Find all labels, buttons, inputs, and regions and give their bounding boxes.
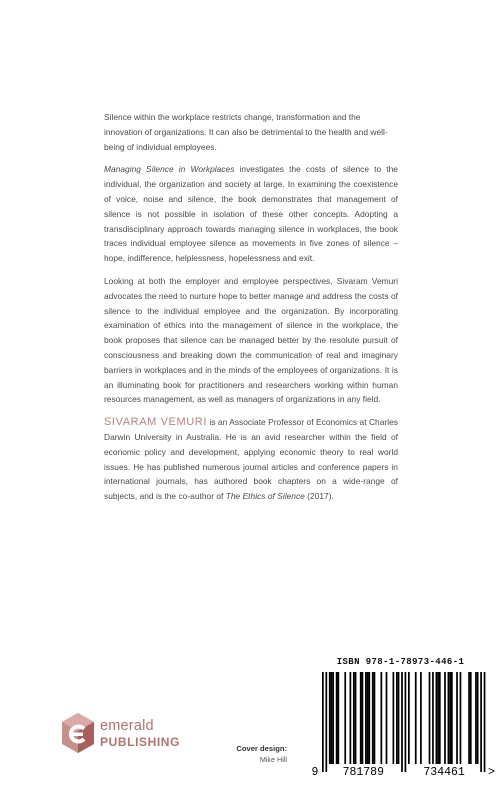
blurb-paragraph-1: Silence within the workplace restricts change, transformation and the innovation of organizations. It can also be detrimental to the health and well-being of individual employees. — [104, 112, 388, 152]
barcode-bar — [393, 672, 395, 764]
barcode-bar — [484, 672, 486, 772]
cover-design-label: Cover design: — [236, 744, 287, 753]
barcode-bar — [344, 672, 346, 764]
barcode-bar — [329, 672, 331, 764]
barcode-bars — [306, 670, 495, 787]
barcode-bar — [437, 672, 439, 764]
barcode-bar — [374, 672, 376, 764]
blurb — [104, 110, 398, 512]
barcode-bar — [337, 672, 339, 764]
barcode-bar — [429, 672, 431, 764]
barcode-bar — [365, 672, 367, 764]
barcode-bar — [368, 672, 370, 764]
isbn-text: ISBN 978-1-78973-446-1 — [336, 657, 465, 667]
barcode-bar — [322, 672, 324, 772]
barcode-bar — [331, 672, 333, 764]
barcode-bar — [475, 672, 477, 764]
barcode-bar — [405, 672, 407, 772]
author-bio — [104, 415, 398, 504]
barcode-bar — [355, 672, 357, 764]
barcode-bar — [460, 672, 462, 764]
barcode-bar — [401, 672, 403, 772]
coauthored-book-title: The Ethics of Silence — [225, 491, 305, 502]
barcode-bar — [415, 672, 417, 764]
barcode-bar — [362, 672, 364, 764]
isbn-barcode — [306, 657, 495, 787]
barcode-bar — [449, 672, 451, 764]
barcode-bar — [439, 672, 441, 764]
barcode-quiet-mark: > — [487, 766, 495, 779]
barcode-bar — [332, 672, 334, 764]
barcode-bar — [448, 672, 450, 764]
barcode-bar — [444, 672, 446, 764]
barcode-bar — [386, 672, 388, 764]
barcode-bar — [432, 672, 434, 764]
barcode-bar — [398, 672, 400, 764]
book-title-italic: Managing Silence in Workplaces — [104, 164, 235, 175]
barcode-bar — [451, 672, 453, 764]
barcode-bar — [372, 672, 374, 764]
barcode-bar — [480, 672, 482, 772]
blurb-paragraph-3: Looking at both the employer and employee perspectives, Sivaram Vemuri advocates the need to nurture hope to better manage and address the costs of silence to the individual employee and the organization. By incorporating examination of ethics into the management of silence in the workplace, the book proposes that silence can be managed better by the resolute pursuit of consciousness and breaking down the communication of real and imaginary barriers in workplaces and in the minds of the employees of organizations. It is an illuminating book for practitioners and researchers working within human resources management, as well as managers of organizations in any field. — [104, 275, 398, 405]
barcode-bar — [353, 672, 355, 764]
emerald-logo-icon — [60, 712, 96, 754]
barcode-bar — [336, 672, 338, 764]
publisher-logo — [60, 712, 200, 760]
author-bio-text: is an Associate Professor of Economics at Charles Darwin University in Australia. He is an avid researcher within the field of economic policy and development, applying economic theory to real world issues. He has published numerous journal articles and conference papers in international journals, has authored book chapters on a wide-range of subjects, and is the co-author of — [104, 417, 398, 502]
barcode-bar — [360, 672, 362, 764]
author-name: SIVARAM VEMURI — [104, 416, 207, 429]
barcode-bar — [436, 672, 438, 764]
barcode-first-digit: 9 — [311, 766, 319, 779]
blurb-paragraph-2-text: investigates the costs of silence to the individual, the organization and society at large. In examining the coexistence of voice, noise and silence, the book demonstrates that management of silence is not possible in isolation of these other concepts. Adopting a transdisciplinary approach towards managing silence in workplaces, the book traces individual employee silence as movements in five zones of silence – hope, indifference, helplessness, hopelessness and exit. — [104, 164, 398, 264]
barcode-right-digits: 734461 — [423, 766, 465, 779]
barcode-bar — [350, 672, 352, 764]
barcode-bar — [470, 672, 472, 764]
cover-design-credit — [236, 744, 287, 764]
barcode-bar — [408, 672, 410, 764]
barcode-bar — [396, 672, 398, 764]
barcode-bar — [325, 672, 327, 772]
publisher-name: emerald — [100, 718, 154, 734]
barcode-bar — [420, 672, 422, 764]
barcode-bar — [380, 672, 382, 764]
publisher-subname: PUBLISHING — [100, 735, 181, 749]
author-bio-end: (2017). — [304, 491, 334, 502]
barcode-bar — [468, 672, 470, 764]
barcode-bar — [477, 672, 479, 764]
barcode-left-digits: 781789 — [342, 766, 384, 779]
barcode-bar — [456, 672, 458, 764]
barcode-bar — [367, 672, 369, 764]
blurb-paragraph-2 — [104, 162, 398, 266]
cover-designer-name: Mike Hill — [259, 755, 287, 764]
